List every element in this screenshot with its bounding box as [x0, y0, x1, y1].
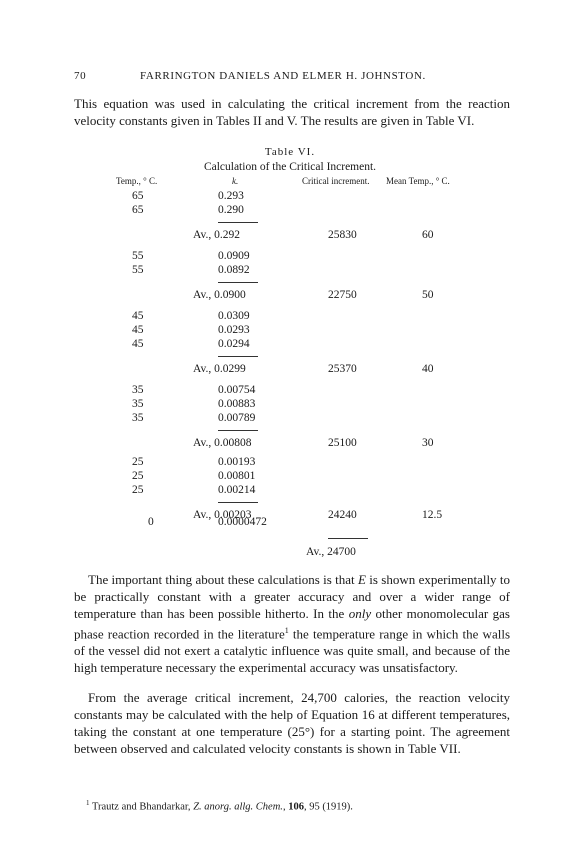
- k-cell: 0.0294: [218, 338, 250, 350]
- mean-temp-cell: 60: [422, 229, 434, 241]
- footnote: $^1$ Trautz and Bhandarkar, Z. anorg. allg. Chem., 106, 95 (1919).: [86, 799, 353, 813]
- text-run: the temperature range in which the walls of the vessel did not exert a catalytic influence was quite small, and because of the high temperature necessary the experimental accuracy was unsatisfactory.: [74, 626, 511, 676]
- temp-cell: 55: [132, 250, 144, 262]
- mean-temp-cell: 12.5: [422, 509, 443, 521]
- k-cell: 0.293: [218, 190, 244, 202]
- average-cell: Av., 0.292: [193, 229, 240, 241]
- k-cell: 0.00883: [218, 398, 256, 410]
- running-head: FARRINGTON DANIELS AND ELMER H. JOHNSTON.: [140, 70, 426, 82]
- temp-cell: 35: [132, 398, 144, 410]
- k-cell: 0.0309: [218, 310, 250, 322]
- average-cell: Av., 0.00808: [193, 437, 252, 449]
- intro-text: This equation was used in calculating the critical increment from the reaction velocity constants given in Tables II and V. The results are given in Table VI.: [74, 96, 510, 128]
- critical-increment-cell: 25830: [328, 229, 357, 241]
- average-rule: [218, 502, 258, 503]
- temp-cell: 35: [132, 412, 144, 424]
- footnote-mark: 1: [86, 799, 90, 807]
- average-rule: [218, 282, 258, 283]
- temp-cell: 0: [148, 516, 154, 528]
- critical-increment-cell: 24240: [328, 509, 357, 521]
- text-run: is shown experimentally to be practically constant with a greater accuracy and over a wider range of temperature than has been possible hitherto. In the: [74, 572, 511, 621]
- page-number: 70: [74, 70, 87, 82]
- body-paragraph-2: [74, 689, 510, 757]
- text-run: other monomolecular gas phase reaction recorded in the literature: [74, 606, 510, 642]
- k-cell: 0.00193: [218, 456, 256, 468]
- critical-increment-cell: 25100: [328, 437, 357, 449]
- table-title: Table VI.: [264, 146, 316, 158]
- overall-average: Av., 24700: [306, 546, 356, 558]
- column-header-k: k.: [232, 176, 239, 186]
- footnote-volume: 106: [288, 801, 304, 813]
- k-cell: 0.00214: [218, 484, 256, 496]
- temp-cell: 25: [132, 456, 144, 468]
- symbol-e: E: [358, 572, 366, 587]
- temp-cell: 45: [132, 338, 144, 350]
- temp-cell: 25: [132, 484, 144, 496]
- average-rule: [218, 356, 258, 357]
- average-cell: Av., 0.0299: [193, 363, 246, 375]
- footnote-authors: Trautz and Bhandarkar,: [91, 801, 194, 813]
- body-text-2: From the average critical increment, 24,700 calories, the reaction velocity constants may be calculated with the help of Equation 16 at different temperatures, taking the constant at one temperature (25°) for a starting point. The agreement between observed and calculated velocity constants is shown in Table VII.: [74, 690, 510, 756]
- temp-cell: 55: [132, 264, 144, 276]
- mean-temp-cell: 50: [422, 289, 434, 301]
- average-rule: [218, 430, 258, 431]
- emphasis-only: only: [348, 606, 372, 621]
- text-run: The important thing about these calculations is that: [88, 572, 359, 587]
- k-cell: 0.0000472: [218, 516, 267, 528]
- column-header-critical: Critical increment.: [302, 176, 370, 186]
- temp-cell: 45: [132, 310, 144, 322]
- k-cell: 0.0293: [218, 324, 250, 336]
- temp-cell: 45: [132, 324, 144, 336]
- k-cell: 0.0892: [218, 264, 250, 276]
- column-header-temp: Temp., ° C.: [116, 176, 158, 186]
- critical-increment-cell: 22750: [328, 289, 357, 301]
- temp-cell: 65: [132, 204, 144, 216]
- footnote-journal: Z. anorg. allg. Chem.: [193, 801, 283, 813]
- average-rule: [328, 538, 368, 539]
- average-cell: Av., 0.0900: [193, 289, 246, 301]
- average-rule: [218, 222, 258, 223]
- footnote-ref: 1: [284, 626, 289, 635]
- mean-temp-cell: 30: [422, 437, 434, 449]
- k-cell: 0.00801: [218, 470, 256, 482]
- intro-paragraph: [74, 95, 510, 129]
- k-cell: 0.00754: [218, 384, 256, 396]
- body-text-1: [74, 571, 510, 676]
- k-cell: 0.290: [218, 204, 244, 216]
- column-header-mean: Mean Temp., ° C.: [386, 176, 450, 186]
- temp-cell: 25: [132, 470, 144, 482]
- mean-temp-cell: 40: [422, 363, 434, 375]
- temp-cell: 35: [132, 384, 144, 396]
- footnote-rest: , 95 (1919).: [303, 801, 353, 813]
- critical-increment-cell: 25370: [328, 363, 357, 375]
- body-paragraph-1: [74, 571, 510, 676]
- table-caption: Calculation of the Critical Increment.: [203, 161, 377, 173]
- temp-cell: 65: [132, 190, 144, 202]
- k-cell: 0.0909: [218, 250, 250, 262]
- average-cell: Av., 0.00203: [193, 509, 252, 521]
- k-cell: 0.00789: [218, 412, 256, 424]
